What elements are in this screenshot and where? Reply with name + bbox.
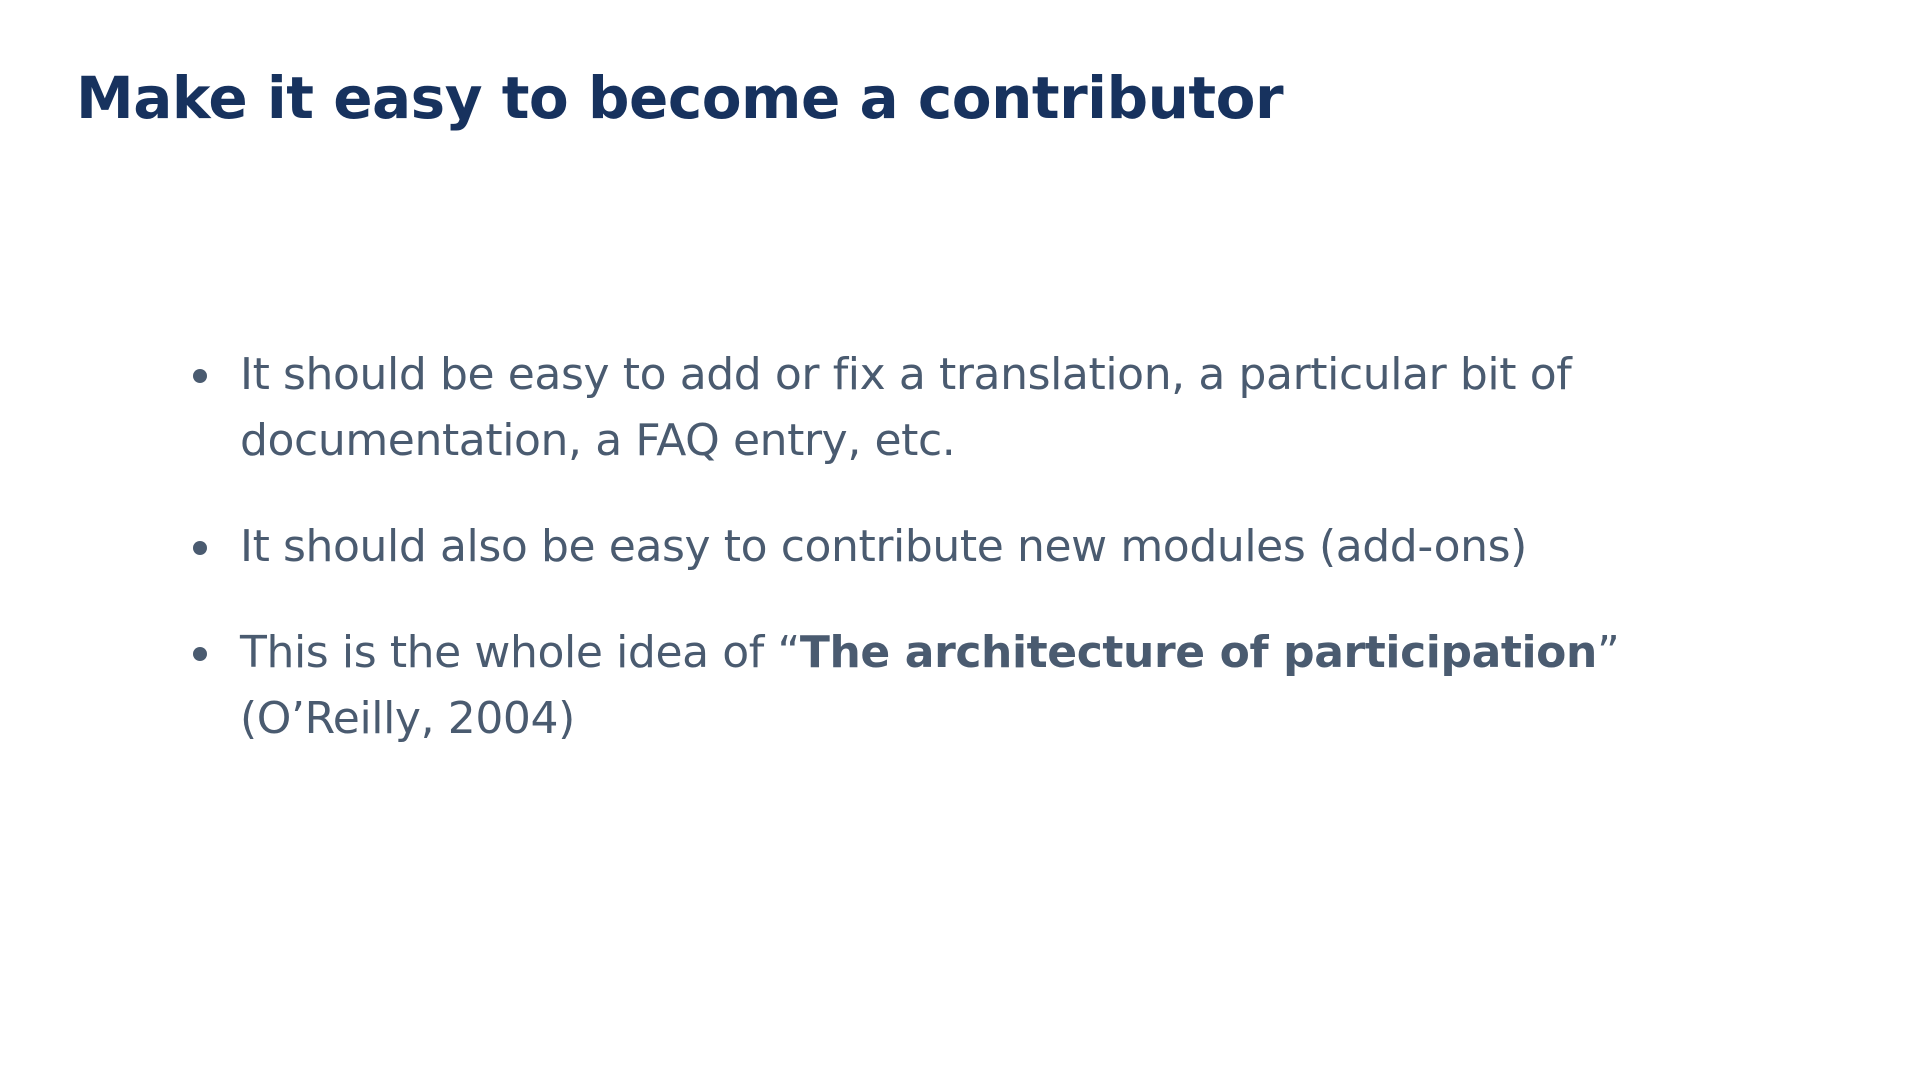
bullet-dot-icon bbox=[193, 369, 207, 383]
bullet-text: It should be easy to add or fix a translation, a particular bit of documentation, a FAQ entry, etc. bbox=[240, 349, 1572, 466]
bullet-list bbox=[188, 342, 1668, 792]
bullet-item bbox=[188, 514, 1668, 580]
bullet-text: It should also be easy to contribute new modules (add-ons) bbox=[240, 521, 1527, 572]
bullet-item bbox=[188, 342, 1668, 474]
bullet-dot-icon bbox=[193, 647, 207, 661]
bullet-item bbox=[188, 620, 1668, 752]
bullet-bold-phrase: The architecture of participation bbox=[799, 627, 1597, 678]
bullet-text-after: ” (O’Reilly, 2004) bbox=[240, 627, 1620, 744]
bullet-text: This is the whole idea of “ bbox=[240, 627, 800, 678]
bullet-dot-icon bbox=[193, 541, 207, 555]
slide-title: Make it easy to become a contributor bbox=[76, 64, 1284, 132]
